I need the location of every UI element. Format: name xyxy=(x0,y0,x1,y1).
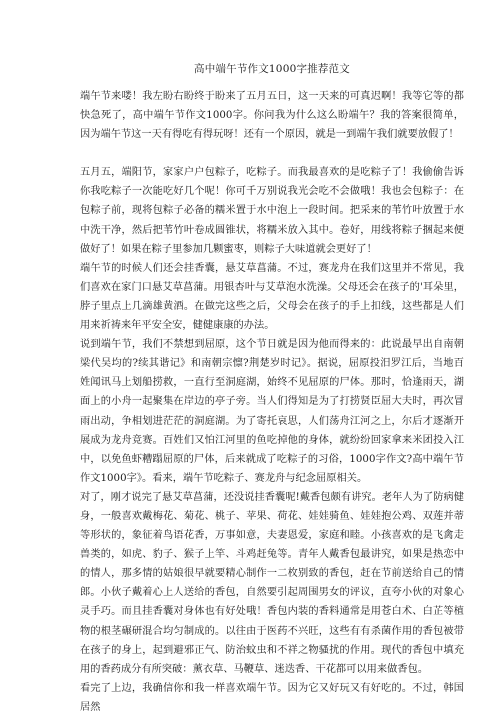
document-title: 高中端午节作文1000字推荐范文 xyxy=(194,63,350,75)
paragraph-quyuan: 说到端午节，我们不禁想到屈原，这个节日就是因为他而得来的：此说最早出自南朝梁代吴均的?续其谐记》和南朝宗懔?荆楚岁时记》。据说，屈原投汨罗江后，当地百姓闻讯马上划船捞救，一直行至洞庭湖，始终不见屈原的尸体。那时，恰逢雨天，湖面上的小舟一起聚集在岸边的亭子旁。当人们得知是为了打捞贤臣屈大夫时，再次冒雨出动，争相划进茫茫的洞庭湖。为了寄托哀思，人们荡舟江河之上，尔后才逐渐开展成为龙舟竞赛。百姓们又怕江河里的鱼吃掉他的身体，就纷纷回家拿来米团投入江中，以免鱼虾糟蹋屈原的尸体，后来就成了吃粽子的习俗，1000字作文?高中端午节作文1000字》。看来，端午节吃粽子、赛龙舟与纪念屈原相关。 xyxy=(80,339,464,484)
paragraph-zongzi: 五月五，端阳节，家家户户包粽子，吃粽子。而我最喜欢的是吃粽子了！我偷偷告诉你我吃粽子一次能吃好几个呢！你可千万别说我光会吃不会做哦！我也会包粽子：在包粽子前，现将包粽子必备的糯米置于水中泡上一段时间。把采来的苇竹叶放置于水中洗干净，然后把苇竹叶卷成圆锥状，将糯米放入其中。卷好，用线将粽子捆起来便做好了！如果在粽子里参加几颗蜜枣，则粽子大味道就会更好了！ xyxy=(80,167,464,255)
paragraph-sachet: 对了，刚才说完了悬艾草菖蒲，还没说挂香囊呢!戴香包颇有讲究。老年人为了防病健身，一般喜欢戴梅花、菊花、桃子、苹果、荷花、娃娃骑鱼、娃娃抱公鸡、双莲并蒂等形状的，象征着鸟语花香，万事如意，夫妻恩爱，家庭和睦。小孩喜欢的是飞禽走兽类的，如虎、豹子、猴子上竿、斗鸡赶兔等。青年人戴香包最讲究，如果是热恋中的情人，那多情的姑娘很早就要精心制作一二枚别致的香包，赶在节前送给自己的情郎。小伙子戴着心上人送给的香包，自然要引起周围男女的评议，直夸小伙的对象心灵手巧。而且挂香囊对身体也有好处哦！香包内装的香料通常是用苍白术、白芷等植物的根茎碾研混合均匀制成的。以往由于医药不兴旺，这些有有杀菌作用的香包被带在孩子的身上，起到避邪正气、防治蚊虫和不祥之物骚扰的作用。现代的香包中填充用的香药成分有所突破：薰衣草、马鞭草、迷迭香、干花都可以用来做香包。 xyxy=(80,491,464,675)
paragraph-closing: 看完了上边，我确信你和我一样喜欢端午节。因为它又好玩又有好吃的。不过，韩国居然 xyxy=(80,682,464,713)
paragraph-customs: 端午节的时候人们还会挂香囊，悬艾草菖蒲。不过，赛龙舟在我们这里并不常见，我们喜欢在家门口悬艾草菖蒲。用银杏叶与艾草泡水洗澡。父母还会在孩子的'耳朵里，脖子里点上几滴雄黄酒。在做完这些之后，父母会在孩子的手上扣线，这些都是人们用来祈祷来年平安全安，健健康康的办法。 xyxy=(80,262,464,332)
paragraph-intro: 端午节来喽！我左盼右盼终于盼来了五月五日，这一天来的可真迟啊！我等它等的都快急死了，高中端午节作文1000字。你问我为什么这么盼端午？我的答案很简单，因为端午节这一天有得吃有得玩呀！还有一个原因，就是一到端午我们就要放假了！ xyxy=(80,91,464,141)
